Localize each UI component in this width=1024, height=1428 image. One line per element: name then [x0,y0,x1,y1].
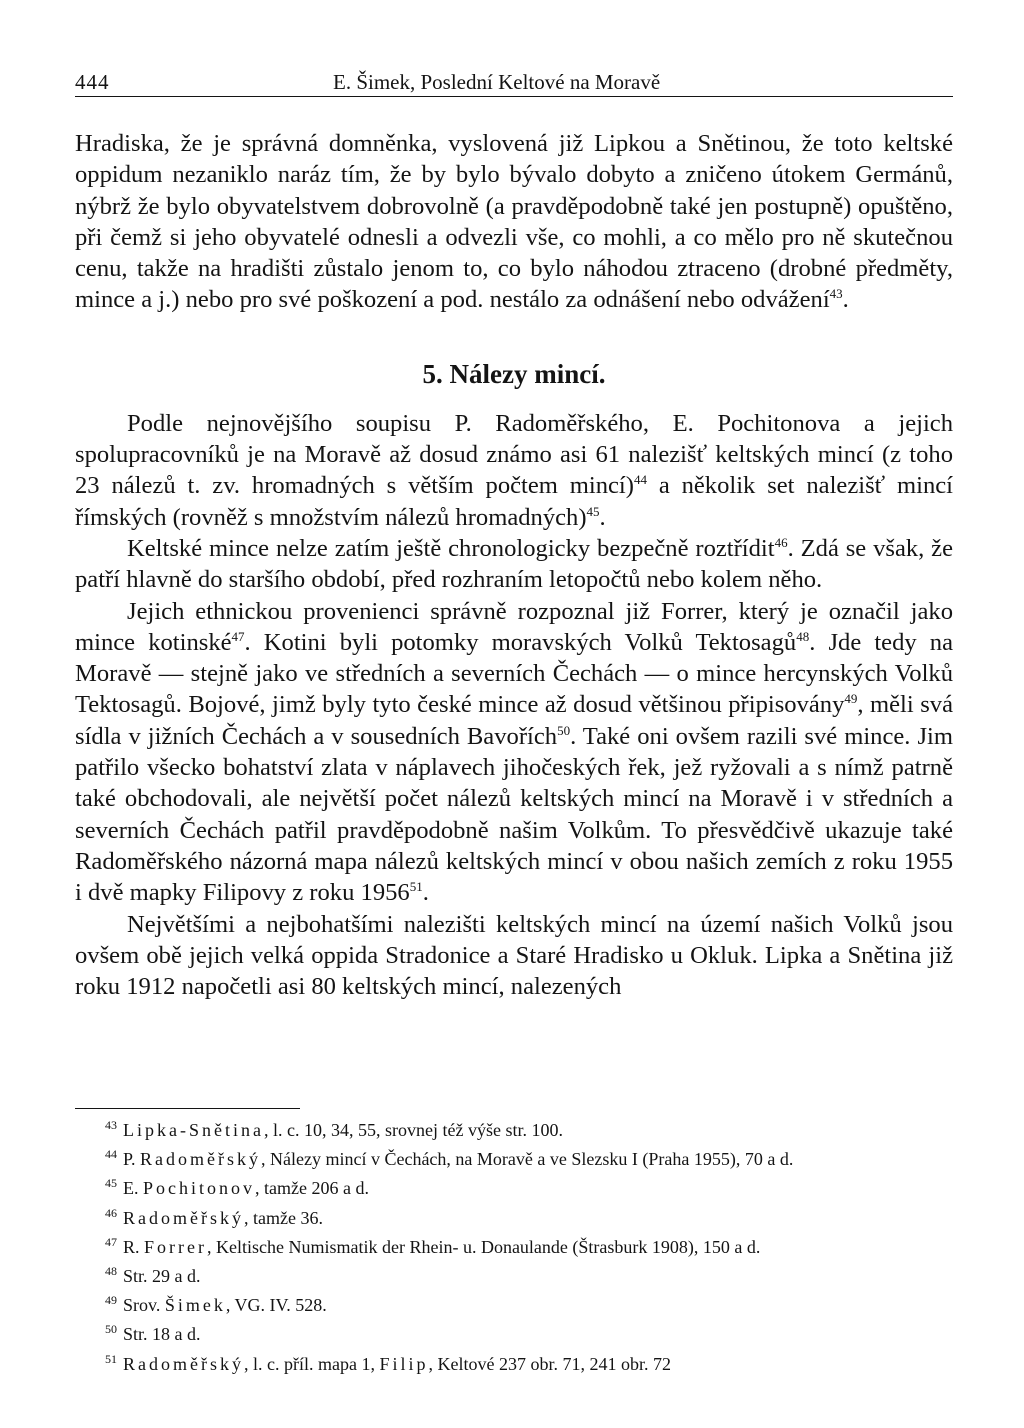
paragraph: Keltské mince nelze zatím ještě chronologicky bezpečně roztřídit$^{46}$. Zdá se však, že patří hlavně do staršího období, před rozhraním letopočtů nebo kolem něho. [75,534,953,594]
footnote-ref: 47 [231,628,245,644]
paragraph: Hradiska, že je správná domněnka, vyslovená již Lipkou a Snětinou, že toto keltské oppidum nezaniklo naráz tím, že by bylo bývalo dobyto a zničeno útokem Germánů, nýbrž že bylo obyvatelstvem dobrovolně (a pravděpodobně také jen postupně) opuštěno, při čemž si jeho obyvatelé odnesli a odvezli vše, co mohli, a co mělo pro ně skutečnou cenu, takže na hradišti zůstalo jenom to, co bylo náhodou ztraceno (drobné předměty, mince a j.) nebo pro své poškození a pod. nestálo za odnášení nebo odvážení$^{43}$. [75,130,953,314]
footnote: $^{47}$ R. Forrer, Keltische Numismatik der Rhein- u. Donaulande (Štrasburk 1908), 150 a d. [105,1234,761,1257]
footnote: $^{51}$ Radoměřský, l. c. příl. mapa 1, Filip, Keltové 237 obr. 71, 241 obr. 72 [105,1351,671,1374]
running-title: E. Šimek, Poslední Keltové na Moravě [333,70,661,94]
footnote: $^{48}$ Str. 29 a d. [105,1264,201,1287]
header-rule [75,96,953,97]
footnote: $^{45}$ E. Pochitonov, tamže 206 a d. [105,1176,369,1199]
footnote: $^{46}$ Radoměřský, tamže 36. [105,1205,323,1228]
footnote: $^{50}$ Str. 18 a d. [105,1322,201,1345]
footnote-ref: 50 [557,722,571,738]
footnote: $^{49}$ Srov. Šimek, VG. IV. 528. [105,1293,327,1316]
footnote-rule [75,1108,300,1109]
footnote-ref: 48 [796,628,810,644]
footnote-ref: 44 [633,472,647,488]
footnote-ref: 43 [829,286,843,302]
section-heading: 5. Nálezy mincí. [422,358,606,389]
paragraph: Podle nejnovějšího soupisu P. Radoměřského, E. Pochitonova a jejich spolupracovníků je na Moravě až dosud známo asi 61 nalezišť keltských mincí (z toho 23 nálezů t. zv. hromadných s větším počtem mincí)$^{44}$ a několik set nalezišť mincí římských (rovněž s množstvím nálezů hromadných)$^{45}$. [75,409,954,531]
footnotes [75,1116,953,1379]
footnote-ref: 49 [844,691,858,707]
footnote: $^{43}$ Lipka-Snětina, l. c. 10, 34, 55, srovnej též výše str. 100. [105,1118,563,1140]
footnote: $^{44}$ P. Radoměřský, Nálezy mincí v Čechách, na Moravě a ve Slezsku I (Praha 1955), 70 a d. [105,1147,794,1170]
paragraph: Jejich ethnickou provenienci správně rozpoznal již Forrer, který je označil jako mince kotinské$^{47}$. Kotini byli potomky moravských Volků Tektosagů$^{48}$. Jde tedy na Moravě — stejně jako ve středních a severních Čechách — o mince hercynských Volků Tektosagů. Bojové, jimž byly tyto české mince až dosud většinou připisovány$^{49}$, měli svá sídla v jižních Čechách a v sousedních Bavořích$^{50}$. Také oni ovšem razili své mince. Jim patřilo všecko bohatství zlata v náplavech jihočeských řek, jež ryžovali a s nímž patrně také obchodovali, ale největší počet nálezů keltských mincí na Moravě i v středních a severních Čechách patřil pravděpodobně našim Volkům. To přesvědčivě ukazuje také Radoměřského názorná mapa nálezů keltských mincí v obou našich zemích z roku 1955 i dvě mapky Filipovy z roku 1956$^{51}$. [75,597,953,907]
footnote-ref: 51 [409,879,423,895]
footnote-ref: 45 [586,503,600,519]
page-number: 444 [75,70,110,94]
paragraph: Největšími a nejbohatšími nalezišti keltských mincí na území našich Volků jsou ovšem obě jejich velká oppida Stradonice a Staré Hradisko u Okluk. Lipka a Snětina již roku 1912 napočetli asi 80 keltských mincí, nalezených [75,910,953,1001]
main-text [75,128,953,1002]
footnote-ref: 46 [774,534,788,550]
